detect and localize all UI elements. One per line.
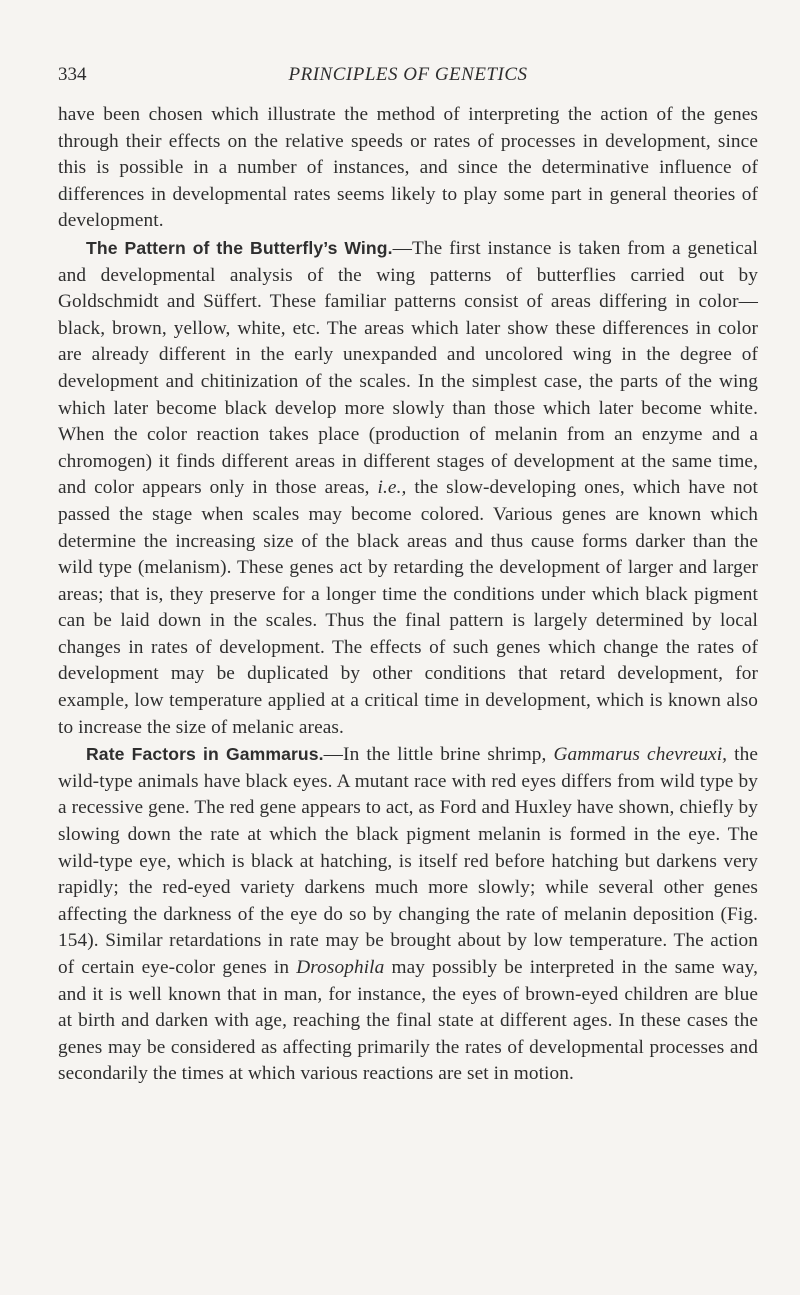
italic-genus-name: Drosophila [296, 957, 385, 978]
page-header [58, 64, 758, 86]
book-page [0, 64, 800, 1295]
body-text [58, 102, 758, 1088]
paragraph-text: may possibly be interpreted in the same way, and it is well known that in man, for instance, the eyes of brown-eyed children are blue at birth and darken with age, reaching the final state at different ages. In these cases the genes may be considered as affecting primarily the rates of developmental processes and secondarily the times at which various reactions are set in motion. [58, 957, 758, 1085]
paragraph-text: have been chosen which illustrate the method of interpreting the action of the genes through their effects on the relative speeds or rates of processes in development, since this is possible in a number of instances, and since the determinative influence of differences in developmental rates seems likely to play some part in general theories of development. [58, 104, 758, 232]
paragraph-text: the wild-type animals have black eyes. A mutant race with red eyes differs from wild type by a recessive gene. The red gene appears to act, as Ford and Huxley have shown, chiefly by slowing down the rate at which the black pigment melanin is formed in the eye. The wild-type eye, which is black at hatching, is itself red before hatching but darkens very rapidly; the red-eyed variety darkens much more slowly; while several other genes affecting the darkness of the eye do so by changing the rate of melanin deposition (Fig. 154). Similar retardations in rate may be brought about by low temperature. The action of certain eye-color genes in [58, 744, 758, 978]
running-head: PRINCIPLES OF GENETICS [288, 64, 528, 85]
paragraph-gammarus [58, 741, 758, 1088]
page-number: 334 [58, 64, 87, 85]
paragraph-text: —In the little brine shrimp, [323, 744, 554, 766]
section-heading-butterfly-wing: The Pattern of the Butterfly’s Wing. [86, 237, 393, 258]
paragraph-text: —The first instance is taken from a genetical and developmental analysis of the wing patterns of butterflies carried out by Goldschmidt and Süffert. These familiar patterns consist of areas differing in color—black, brown, yellow, white, etc. The areas which later show these differences in color are already different in the early unexpanded and uncolored wing in the degree of development and chitinization of the scales. In the simplest case, the parts of the wing which later become black develop more slowly than those which later become white. When the color reaction takes place (production of melanin from an enzyme and a chromogen) it finds different areas in different stages of development at the same time, and color appears only in those areas, [58, 237, 759, 499]
paragraph-butterfly-wing [58, 235, 758, 741]
paragraph-intro [58, 102, 758, 235]
italic-species-name: Gammarus chevreuxi, [553, 744, 728, 766]
italic-ie: i.e., [377, 477, 407, 499]
section-heading-gammarus: Rate Factors in Gammarus. [86, 744, 324, 765]
paragraph-text: the slow-developing ones, which have not passed the stage when scales may become colored. Various genes are known which determine the increasing size of the black areas and thus cause forms darker than the wild type (melanism). These genes act by retarding the development of larger and larger areas; that is, they preserve for a longer time the conditions under which black pigment can be laid down in the scales. Thus the final pattern is largely determined by local changes in rates of development. The effects of such genes which change the rates of development may be duplicated by other conditions that retard development, for example, low temperature applied at a critical time in development, which is known also to increase the size of melanic areas. [58, 477, 758, 738]
